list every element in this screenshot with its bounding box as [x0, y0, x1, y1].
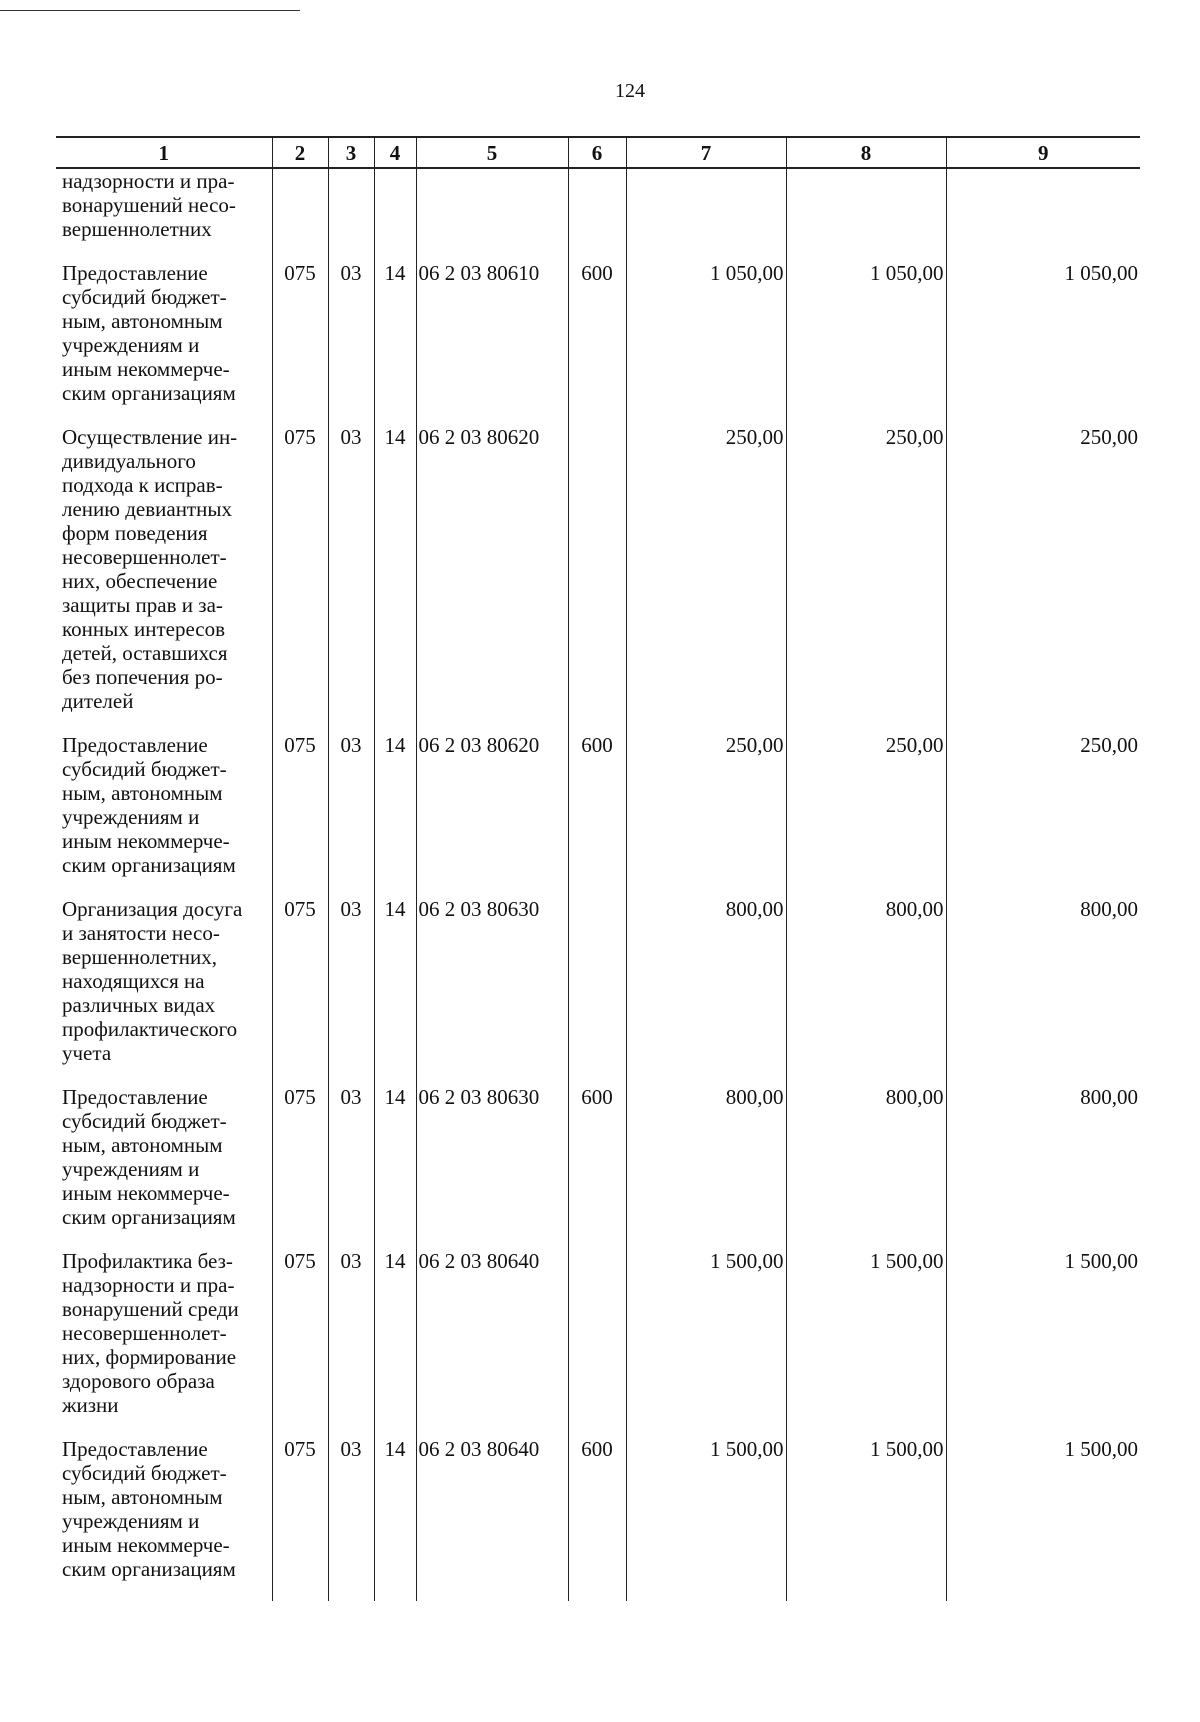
amount-col9-cell: 800,00: [946, 897, 1140, 1085]
ministry-code-cell: 075: [272, 897, 328, 1085]
subsection-code-cell: [374, 168, 416, 261]
header-row: [56, 137, 1140, 168]
section-code-cell: 03: [328, 1085, 374, 1249]
section-code-cell: 03: [328, 261, 374, 425]
col-header: 4: [374, 137, 416, 168]
target-article-cell: 06 2 03 80620: [416, 733, 568, 897]
item-name-cell: Предоставление субсидий бюджет- ным, автономным учреждениям и иным некоммерче- ским организациям: [56, 1437, 272, 1601]
table-row: [56, 1249, 1140, 1437]
amount-col8-cell: 1 050,00: [786, 261, 946, 425]
expense-type-cell: 600: [568, 733, 626, 897]
subsection-code-cell: 14: [374, 425, 416, 733]
item-name-cell: Осуществление ин- дивидуального подхода к исправ- лению девиантных форм поведения несовершеннолет- них, обеспечение защиты прав и за- конных интересов детей, оставшихся без попечения ро- дителей: [56, 425, 272, 733]
col-header: 2: [272, 137, 328, 168]
subsection-code-cell: 14: [374, 1249, 416, 1437]
item-name-cell: Профилактика без- надзорности и пра- вонарушений среди несовершеннолет- них, формирование здорового образа жизни: [56, 1249, 272, 1437]
subsection-code-cell: 14: [374, 1085, 416, 1249]
target-article-cell: 06 2 03 80610: [416, 261, 568, 425]
subsection-code-cell: 14: [374, 261, 416, 425]
budget-table: [56, 136, 1140, 1601]
col-header: 1: [56, 137, 272, 168]
section-code-cell: 03: [328, 425, 374, 733]
amount-col7-cell: 250,00: [626, 733, 786, 897]
amount-col9-cell: 1 050,00: [946, 261, 1140, 425]
expense-type-cell: 600: [568, 1437, 626, 1601]
amount-col9-cell: 250,00: [946, 425, 1140, 733]
col-header: 3: [328, 137, 374, 168]
amount-col7-cell: 1 500,00: [626, 1249, 786, 1437]
amount-col7-cell: 800,00: [626, 1085, 786, 1249]
amount-col7-cell: 800,00: [626, 897, 786, 1085]
expense-type-cell: [568, 425, 626, 733]
top-rule: [0, 10, 300, 11]
table-row: [56, 897, 1140, 1085]
subsection-code-cell: 14: [374, 897, 416, 1085]
table-row: [56, 261, 1140, 425]
table-row: [56, 1085, 1140, 1249]
expense-type-cell: [568, 897, 626, 1085]
ministry-code-cell: 075: [272, 261, 328, 425]
amount-col8-cell: 250,00: [786, 425, 946, 733]
amount-col7-cell: 1 500,00: [626, 1437, 786, 1601]
ministry-code-cell: 075: [272, 1437, 328, 1601]
expense-type-cell: [568, 168, 626, 261]
ministry-code-cell: 075: [272, 1249, 328, 1437]
amount-col8-cell: [786, 168, 946, 261]
section-code-cell: 03: [328, 897, 374, 1085]
expense-type-cell: 600: [568, 1085, 626, 1249]
target-article-cell: 06 2 03 80620: [416, 425, 568, 733]
target-article-cell: 06 2 03 80640: [416, 1249, 568, 1437]
table-row: [56, 425, 1140, 733]
amount-col8-cell: 800,00: [786, 897, 946, 1085]
ministry-code-cell: 075: [272, 425, 328, 733]
item-name-cell: Предоставление субсидий бюджет- ным, автономным учреждениям и иным некоммерче- ским организациям: [56, 733, 272, 897]
col-header: 6: [568, 137, 626, 168]
section-code-cell: 03: [328, 1249, 374, 1437]
expense-type-cell: [568, 1249, 626, 1437]
table-row: [56, 733, 1140, 897]
amount-col7-cell: 250,00: [626, 425, 786, 733]
amount-col9-cell: 800,00: [946, 1085, 1140, 1249]
amount-col7-cell: [626, 168, 786, 261]
amount-col9-cell: 1 500,00: [946, 1249, 1140, 1437]
col-header: 8: [786, 137, 946, 168]
col-header: 9: [946, 137, 1140, 168]
item-name-cell: надзорности и пра- вонарушений несо- вершеннолетних: [56, 168, 272, 261]
item-name-cell: Организация досуга и занятости несо- вершеннолетних, находящихся на различных видах профилактического учета: [56, 897, 272, 1085]
target-article-cell: [416, 168, 568, 261]
target-article-cell: 06 2 03 80630: [416, 1085, 568, 1249]
item-name-cell: Предоставление субсидий бюджет- ным, автономным учреждениям и иным некоммерче- ским организациям: [56, 1085, 272, 1249]
table-row: [56, 168, 1140, 261]
section-code-cell: [328, 168, 374, 261]
amount-col9-cell: [946, 168, 1140, 261]
ministry-code-cell: 075: [272, 733, 328, 897]
expense-type-cell: 600: [568, 261, 626, 425]
ministry-code-cell: 075: [272, 1085, 328, 1249]
item-name-cell: Предоставление субсидий бюджет- ным, автономным учреждениям и иным некоммерче- ским организациям: [56, 261, 272, 425]
amount-col8-cell: 800,00: [786, 1085, 946, 1249]
section-code-cell: 03: [328, 1437, 374, 1601]
amount-col9-cell: 1 500,00: [946, 1437, 1140, 1601]
table-row: [56, 1437, 1140, 1601]
amount-col7-cell: 1 050,00: [626, 261, 786, 425]
subsection-code-cell: 14: [374, 733, 416, 897]
amount-col8-cell: 250,00: [786, 733, 946, 897]
col-header: 5: [416, 137, 568, 168]
amount-col8-cell: 1 500,00: [786, 1437, 946, 1601]
target-article-cell: 06 2 03 80640: [416, 1437, 568, 1601]
amount-col8-cell: 1 500,00: [786, 1249, 946, 1437]
col-header: 7: [626, 137, 786, 168]
ministry-code-cell: [272, 168, 328, 261]
amount-col9-cell: 250,00: [946, 733, 1140, 897]
target-article-cell: 06 2 03 80630: [416, 897, 568, 1085]
subsection-code-cell: 14: [374, 1437, 416, 1601]
page-number: 124: [615, 80, 645, 102]
section-code-cell: 03: [328, 733, 374, 897]
